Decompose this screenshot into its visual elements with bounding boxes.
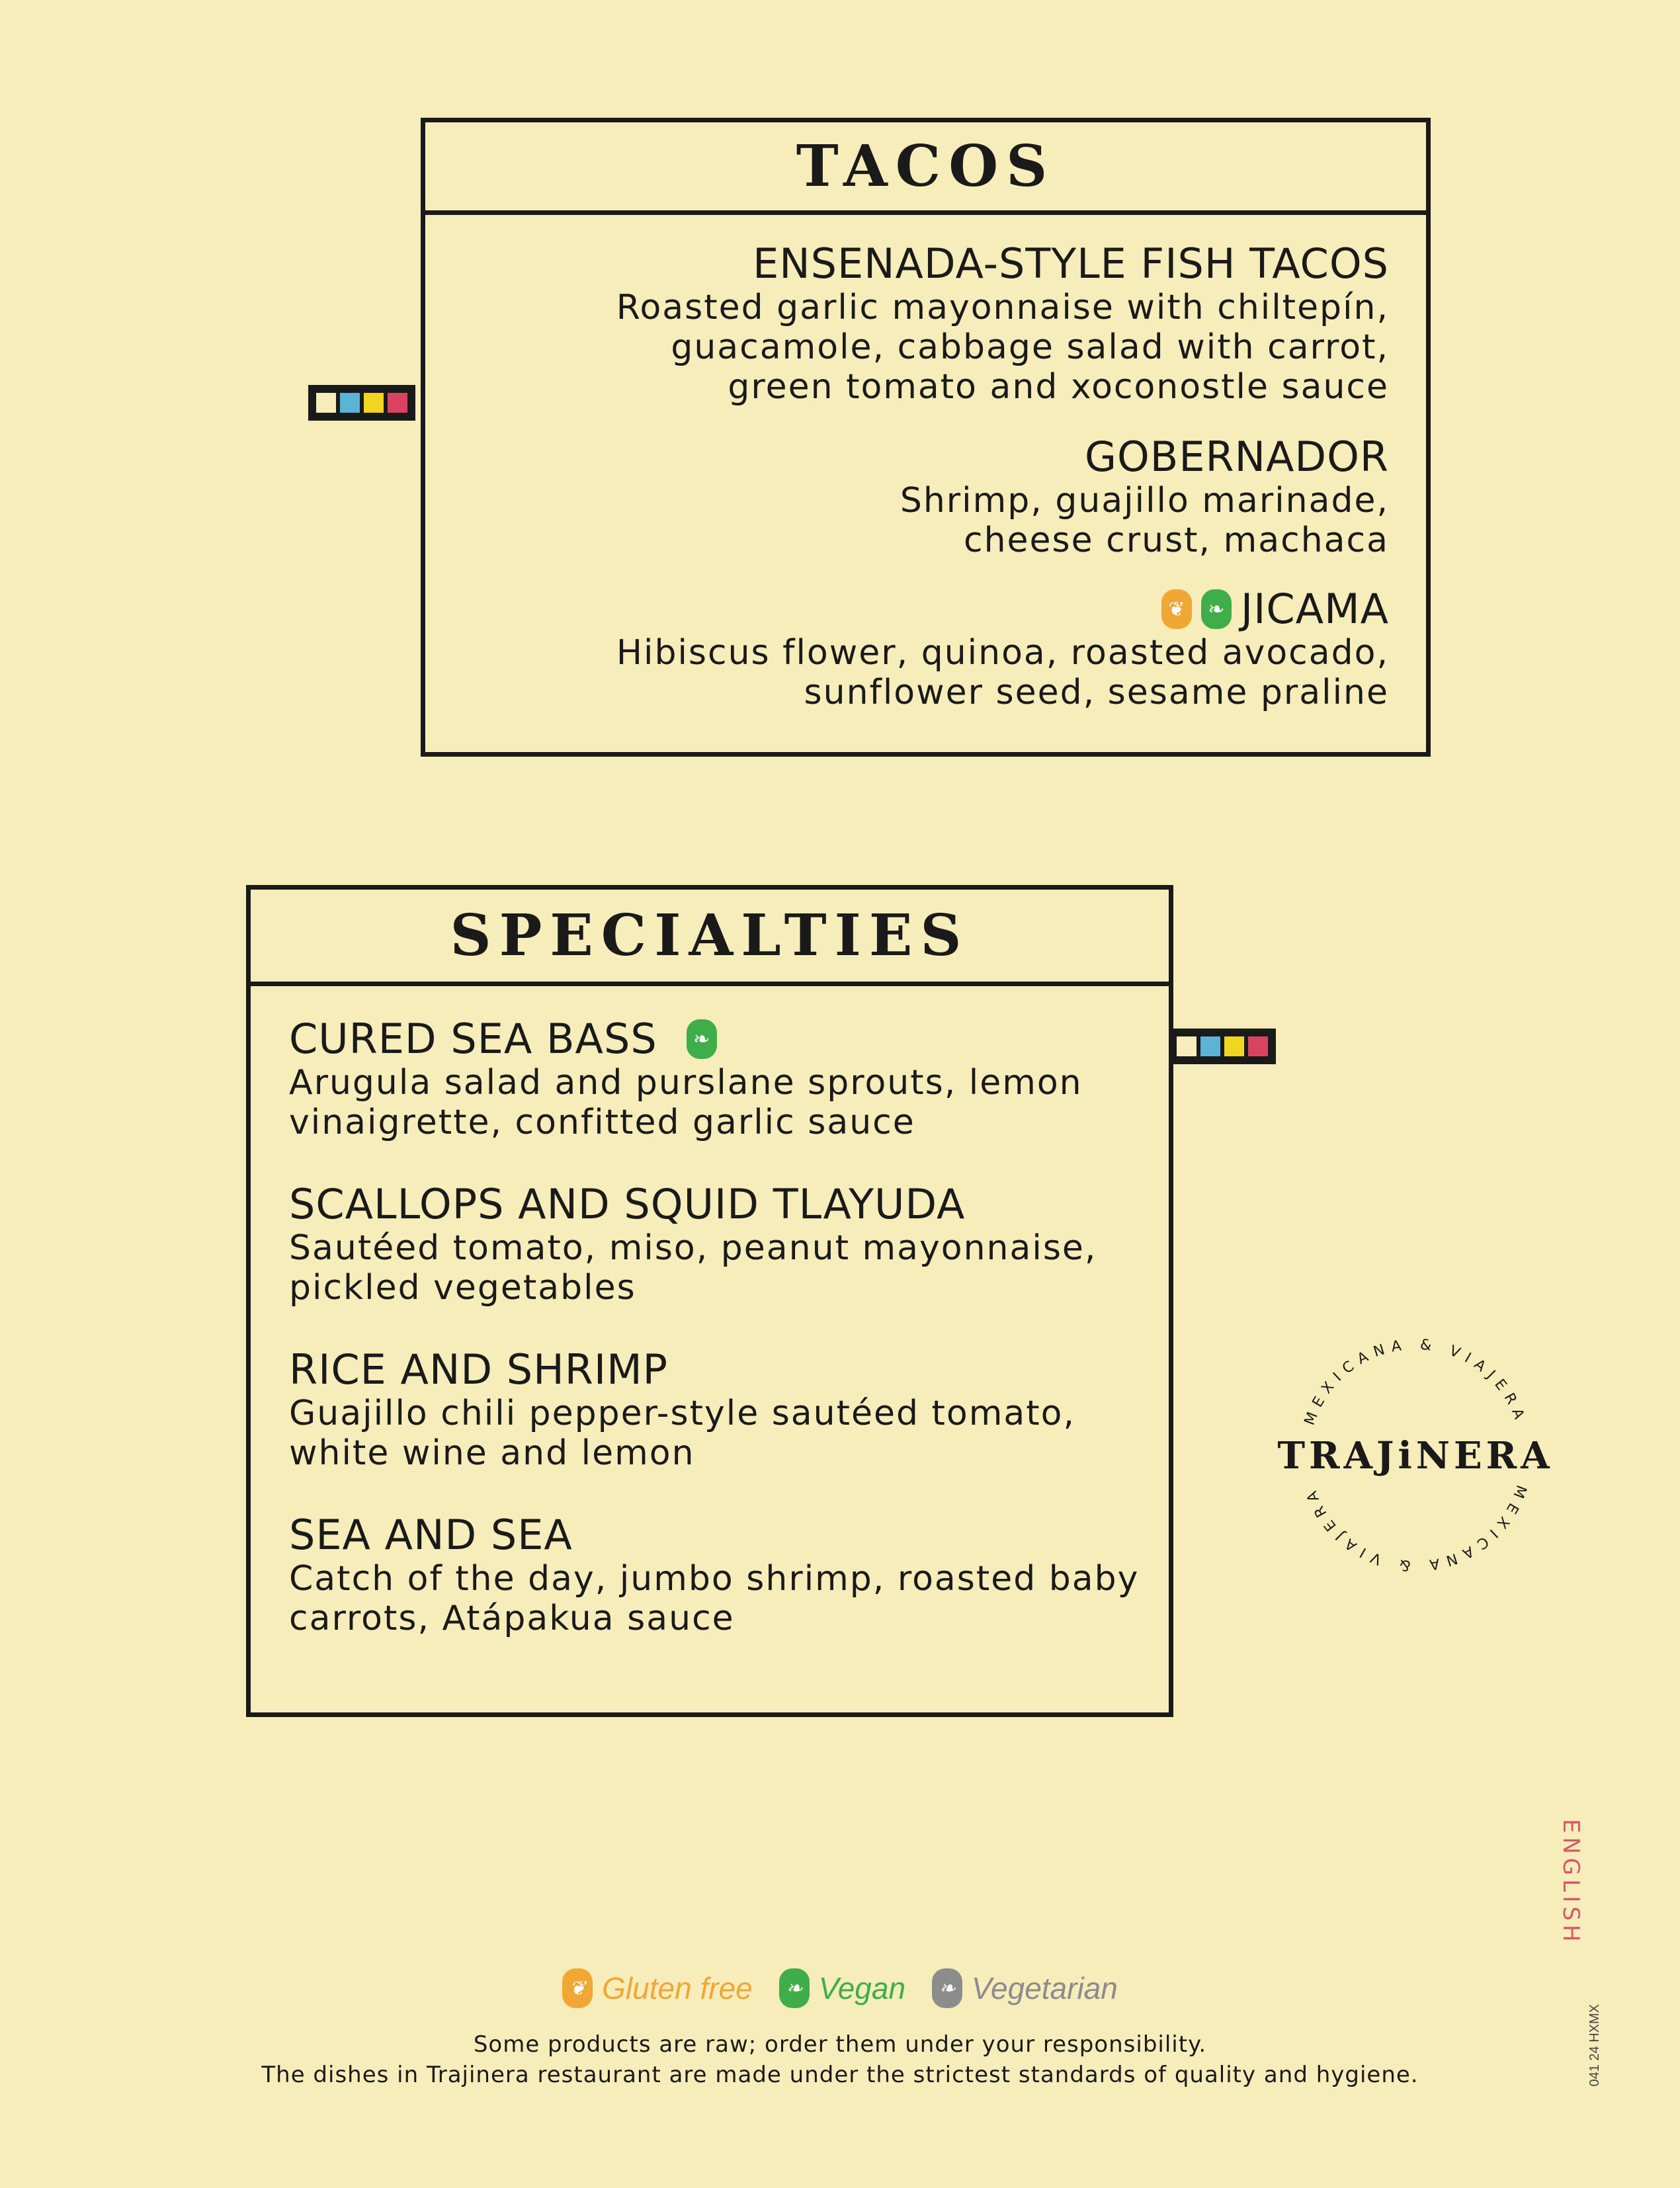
language-label: ENGLISH xyxy=(1558,1819,1584,1946)
trajinera-logo-seal xyxy=(1270,1310,1561,1601)
item-name: SCALLOPS AND SQUID TLAYUDA xyxy=(289,1180,966,1228)
vegan-icon: ❧ xyxy=(687,1019,717,1059)
swatch-cream xyxy=(316,393,336,413)
vegan-icon: ❧ xyxy=(1201,589,1232,629)
tacos-section xyxy=(421,118,1431,757)
color-swatch-strip xyxy=(1169,1029,1276,1064)
menu-item xyxy=(529,585,1389,712)
legend-vegetarian xyxy=(932,1968,1118,2008)
seal-ring-bottom: MEXICANA & VIAJERA xyxy=(1301,1482,1530,1574)
legend-label: Vegetarian xyxy=(972,1971,1118,2005)
legend-label: Gluten free xyxy=(602,1971,753,2005)
footer-notes xyxy=(0,2029,1680,2090)
swatch-red xyxy=(388,393,407,413)
menu-item xyxy=(289,1181,1149,1308)
specialties-heading: SPECIALTIES xyxy=(251,890,1169,986)
menu-item xyxy=(289,1015,1149,1142)
item-description: Hibiscus flower, quinoa, roasted avocado, sunflower seed, sesame praline xyxy=(616,633,1389,712)
item-name: JICAMA xyxy=(1240,585,1389,633)
item-name: GOBERNADOR xyxy=(1084,433,1389,481)
gluten-free-icon: ❦ xyxy=(1161,589,1192,629)
swatch-blue xyxy=(1200,1036,1220,1056)
vegan-icon: ❧ xyxy=(779,1968,810,2008)
item-description: Roasted garlic mayonnaise with chiltepín, guacamole, cabbage salad with carrot, green tomato and xoconostle sauce xyxy=(616,288,1389,407)
item-name: SEA AND SEA xyxy=(289,1511,573,1559)
legend-gluten-free xyxy=(562,1968,753,2008)
menu-item xyxy=(289,1346,1149,1473)
menu-item xyxy=(289,1511,1149,1638)
swatch-yellow xyxy=(364,393,384,413)
menu-item xyxy=(529,240,1389,407)
swatch-red xyxy=(1248,1036,1268,1056)
item-description: Arugula salad and purslane sprouts, lemon vinaigrette, confitted garlic sauce xyxy=(289,1063,1083,1142)
note-line: The dishes in Trajinera restaurant are made under the strictest standards of quality and hygiene. xyxy=(261,2062,1419,2088)
swatch-cream xyxy=(1177,1036,1197,1056)
item-description: Guajillo chili pepper-style sautéed tomato, white wine and lemon xyxy=(289,1394,1075,1473)
legend-vegan xyxy=(779,1968,905,2008)
legend-label: Vegan xyxy=(818,1971,906,2005)
menu-item xyxy=(529,433,1389,560)
item-description: Shrimp, guajillo marinade, cheese crust, machaca xyxy=(900,481,1389,560)
diet-legend xyxy=(0,1968,1680,2008)
specialties-section xyxy=(246,885,1173,1717)
swatch-blue xyxy=(340,393,360,413)
note-line: Some products are raw; order them under your responsibility. xyxy=(473,2031,1207,2058)
color-swatch-strip xyxy=(308,385,415,421)
brand-name: TRAJiNERA xyxy=(1277,1434,1554,1478)
seal-ring-top: MEXICANA & VIAJERA xyxy=(1301,1336,1530,1428)
gluten-free-icon: ❦ xyxy=(562,1968,593,2008)
item-description: Catch of the day, jumbo shrimp, roasted baby carrots, Atápakua sauce xyxy=(289,1559,1140,1638)
item-name: RICE AND SHRIMP xyxy=(289,1345,668,1394)
swatch-yellow xyxy=(1224,1036,1244,1056)
item-name: ENSENADA-STYLE FISH TACOS xyxy=(753,239,1389,288)
tacos-heading: TACOS xyxy=(425,122,1426,215)
item-description: Sautéed tomato, miso, peanut mayonnaise, pickled vegetables xyxy=(289,1228,1097,1308)
vegetarian-icon: ❧ xyxy=(932,1968,962,2008)
print-code: 041 24 HXMX xyxy=(1587,2004,1602,2087)
item-name: CURED SEA BASS xyxy=(289,1015,657,1063)
